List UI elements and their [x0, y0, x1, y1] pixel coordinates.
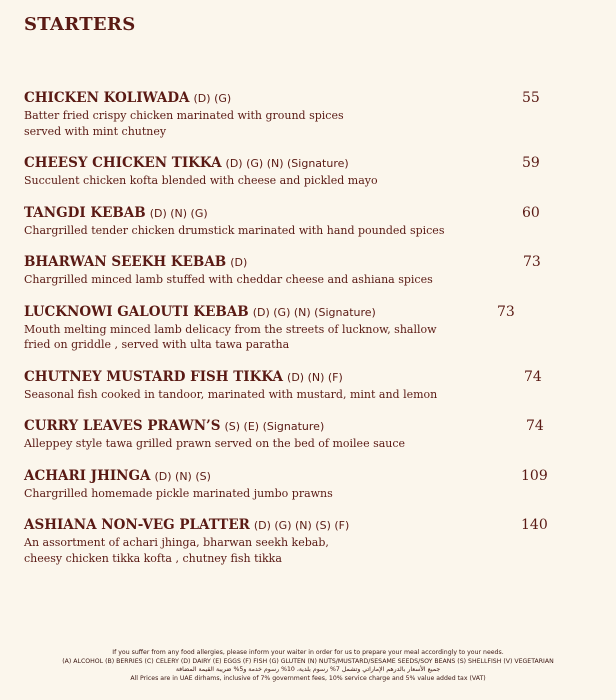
- menu-item: [24, 517, 592, 566]
- menu-item: [24, 468, 592, 502]
- menu-item-description-line: cheesy chicken tikka kofta , chutney fish tikka: [24, 551, 282, 565]
- menu-item-price: 55: [522, 90, 540, 106]
- menu-item-description-line: Seasonal fish cooked in tandoor, marinated with mustard, mint and lemon: [24, 387, 438, 401]
- menu-item-header: [24, 254, 592, 270]
- menu-items-list: [24, 90, 592, 582]
- menu-item-description: [24, 436, 484, 452]
- menu-item-header: [24, 468, 592, 484]
- menu-item-header: [24, 418, 592, 434]
- menu-item-description: [24, 108, 484, 139]
- menu-item-name: CHUTNEY MUSTARD FISH TIKKA: [24, 368, 284, 385]
- menu-item-allergen-tags: (D) (G) (N) (Signature): [225, 157, 349, 170]
- menu-item-name: TANGDI KEBAB: [24, 204, 146, 221]
- menu-item: [24, 304, 592, 353]
- menu-item-description: [24, 272, 484, 288]
- menu-item-price: 74: [526, 418, 544, 434]
- prices-note: All Prices are in UAE dirhams, inclusive of 7% government fees, 10% service charge and 5% value added tax (VAT): [130, 674, 486, 682]
- menu-item-allergen-tags: (D) (N) (S): [154, 469, 211, 483]
- menu-item-description-line: Chargrilled tender chicken drumstick marinated with hand pounded spices: [24, 223, 445, 237]
- section-title: STARTERS: [24, 14, 136, 35]
- menu-item-header: [24, 155, 592, 171]
- footer: [0, 649, 616, 683]
- menu-item: [24, 369, 592, 403]
- menu-item-price: 74: [524, 368, 542, 385]
- menu-item-name: CHICKEN KOLIWADA: [24, 90, 190, 106]
- menu-item-allergen-tags: (D) (G) (N) (S) (F): [253, 519, 350, 532]
- menu-item-price: 60: [522, 204, 540, 221]
- menu-item: [24, 254, 592, 288]
- menu-item-price: 109: [521, 467, 548, 484]
- menu-item-description: [24, 486, 484, 502]
- menu-item-description-line: Alleppey style tawa grilled prawn served on the bed of moilee sauce: [24, 437, 406, 450]
- allergen-legend: (A) ALCOHOL (B) BERRIES (C) CELERY (D) DAIRY (E) EGGS (F) FISH (G) GLUTEN (N) NUTS/MUSTARD/SESAME SEEDS/SOY BEANS (S) SHELLFISH (V) VEGETARIAN: [62, 657, 554, 665]
- menu-item-allergen-tags: (D) (G) (N) (Signature): [252, 305, 376, 319]
- menu-item-description-line: Mouth melting minced lamb delicacy from the streets of lucknow, shallow: [24, 322, 437, 336]
- menu-item-header: [24, 205, 592, 221]
- menu-item-name: CURRY LEAVES PRAWN’S: [24, 418, 221, 434]
- menu-item-description: [24, 387, 484, 403]
- menu-item-name: CHEESY CHICKEN TIKKA: [24, 155, 222, 171]
- menu-item: [24, 205, 592, 239]
- menu-item-price: 73: [523, 254, 541, 270]
- menu-item-allergen-tags: (D): [230, 256, 248, 269]
- menu-item-allergen-tags: (D) (N) (F): [287, 370, 343, 384]
- menu-item-description-line: fried on griddle , served with ulta tawa paratha: [24, 338, 290, 351]
- menu-item-name: ACHARI JHINGA: [24, 467, 151, 484]
- menu-item-header: [24, 90, 592, 106]
- menu-item-description-line: served with mint chutney: [24, 124, 167, 138]
- menu-item-allergen-tags: (S) (E) (Signature): [224, 420, 325, 433]
- menu-item: [24, 418, 592, 452]
- arabic-price-note: جميع الأسعار بالدرهم الإماراتي وتشمل 7% رسوم بلدية، 10% رسوم خدمة و5% ضريبة القيمة المضافة: [175, 666, 441, 673]
- allergy-note: If you suffer from any food allergies, please inform your waiter in order for us to prepare your meal accordingly to your needs.: [112, 649, 504, 656]
- menu-item-allergen-tags: (D) (G): [193, 92, 232, 105]
- menu-item-name: ASHIANA NON-VEG PLATTER: [24, 517, 250, 533]
- menu-item-description: [24, 173, 484, 189]
- menu-item: [24, 155, 592, 189]
- menu-item-price: 73: [497, 303, 515, 320]
- menu-item-description: [24, 322, 484, 353]
- menu-item-description: [24, 535, 484, 566]
- menu-item-header: [24, 369, 592, 385]
- menu-item: [24, 90, 592, 139]
- menu-item-description-line: An assortment of achari jhinga, bharwan seekh kebab,: [24, 536, 329, 549]
- menu-item-price: 59: [522, 155, 540, 171]
- menu-item-allergen-tags: (D) (N) (G): [149, 206, 208, 220]
- menu-item-name: BHARWAN SEEKH KEBAB: [24, 254, 227, 270]
- menu-item-description-line: Succulent chicken kofta blended with cheese and pickled mayo: [24, 174, 378, 187]
- menu-item-header: [24, 517, 592, 533]
- menu-item-description: [24, 223, 484, 239]
- menu-item-description-line: Chargrilled minced lamb stuffed with cheddar cheese and ashiana spices: [24, 273, 433, 286]
- menu-item-price: 140: [521, 517, 548, 533]
- menu-item-name: LUCKNOWI GALOUTI KEBAB: [24, 303, 249, 320]
- menu-item-description-line: Batter fried crispy chicken marinated with ground spices: [24, 109, 344, 122]
- menu-item-description-line: Chargrilled homemade pickle marinated jumbo prawns: [24, 486, 333, 500]
